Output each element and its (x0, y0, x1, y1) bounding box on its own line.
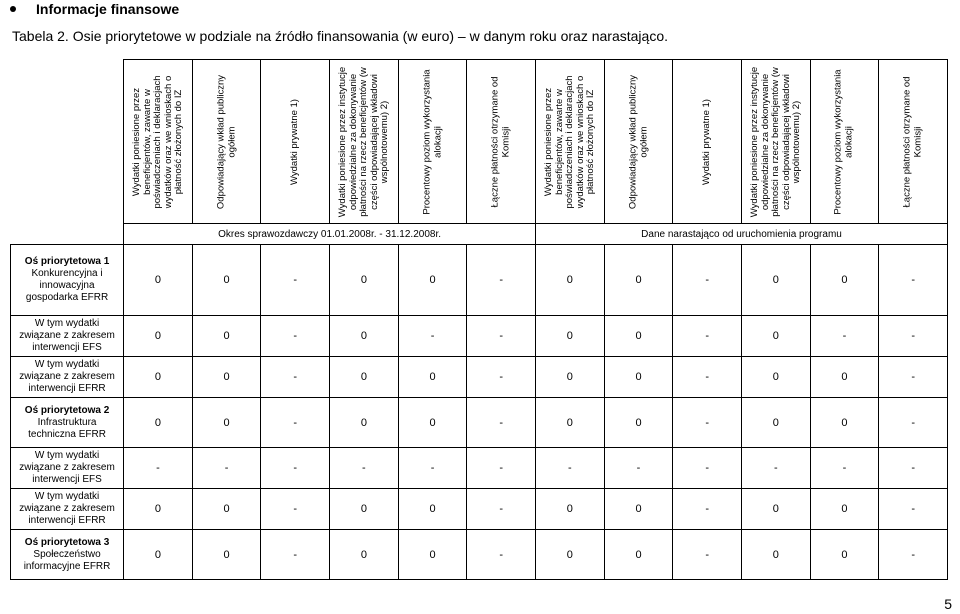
value-cell: - (261, 316, 330, 357)
value-cell: 0 (604, 530, 673, 580)
value-cell: - (467, 398, 536, 448)
table-row (11, 530, 948, 580)
value-cell: 0 (741, 245, 810, 316)
value-cell: - (673, 357, 742, 398)
value-cell: 0 (330, 530, 399, 580)
value-cell: - (879, 398, 948, 448)
value-cell: 0 (124, 530, 193, 580)
value-cell: 0 (604, 316, 673, 357)
value-cell: - (673, 245, 742, 316)
column-header: Wydatki poniesione przez instytucje odpowiedzialne za dokonywanie płatności na rzecz beneficjentów (w części odpowiadającej wkładowi wspólnotowemu) 2) (330, 60, 399, 224)
value-cell: 0 (810, 245, 879, 316)
value-cell: 0 (192, 489, 261, 530)
value-cell: 0 (124, 245, 193, 316)
value-cell: - (467, 316, 536, 357)
table-row (11, 357, 948, 398)
value-cell: - (673, 398, 742, 448)
value-cell: - (879, 357, 948, 398)
value-cell: 0 (810, 489, 879, 530)
section-heading (8, 0, 179, 18)
value-cell: - (261, 448, 330, 489)
row-label (11, 530, 124, 580)
value-cell: - (398, 448, 467, 489)
value-cell: 0 (398, 398, 467, 448)
section-heading-text: Informacje finansowe (36, 1, 180, 17)
value-cell: 0 (330, 398, 399, 448)
bullet-icon (10, 6, 16, 12)
value-cell: 0 (398, 357, 467, 398)
value-cell: - (604, 448, 673, 489)
period-left-label: Okres sprawozdawczy 01.01.2008r. - 31.12.2008r. (124, 224, 536, 245)
value-cell: 0 (741, 489, 810, 530)
value-cell: - (261, 357, 330, 398)
column-header: Procentowy poziom wykorzystania alokacji (398, 60, 467, 224)
period-right-label: Dane narastająco od uruchomienia programu (536, 224, 948, 245)
column-header: Odpowiadający wkład publiczny ogółem (604, 60, 673, 224)
table-row (11, 398, 948, 448)
row-label (11, 245, 124, 316)
value-cell: - (673, 448, 742, 489)
value-cell: - (261, 398, 330, 448)
value-cell: - (124, 448, 193, 489)
value-cell: - (467, 357, 536, 398)
header-row (11, 60, 948, 224)
value-cell: 0 (398, 530, 467, 580)
row-label (11, 398, 124, 448)
row-label (11, 448, 124, 489)
value-cell: - (879, 245, 948, 316)
value-cell: - (879, 316, 948, 357)
row-label-axis: Oś priorytetowa 2 (24, 404, 110, 416)
value-cell: 0 (192, 357, 261, 398)
table-caption: Tabela 2. Osie priorytetowe w podziale na źródło finansowania (w euro) – w danym roku oraz narastająco. (12, 28, 669, 44)
value-cell: - (261, 530, 330, 580)
value-cell: 0 (604, 489, 673, 530)
value-cell: 0 (536, 245, 605, 316)
value-cell: - (467, 448, 536, 489)
row-label-text: Społeczeństwo informacyjne EFRR (23, 548, 111, 572)
table-row (11, 316, 948, 357)
value-cell: - (261, 489, 330, 530)
table-row (11, 245, 948, 316)
value-cell: 0 (330, 489, 399, 530)
value-cell: - (398, 316, 467, 357)
value-cell: 0 (536, 398, 605, 448)
value-cell: - (467, 245, 536, 316)
row-label-text: W tym wydatki związane z zakresem interwencji EFRR (19, 491, 115, 526)
value-cell: - (467, 489, 536, 530)
column-header: Wydatki poniesione przez beneficjentów, zawarte w poświadczeniach i deklaracjach wydatków oraz we wnioskach o płatność złożonych do IZ (124, 60, 193, 224)
column-header: Procentowy poziom wykorzystania alokacji (810, 60, 879, 224)
value-cell: - (330, 448, 399, 489)
column-header: Wydatki poniesione przez beneficjentów, zawarte w poświadczeniach i deklaracjach wydatków oraz we wnioskach o płatność złożonych do IZ (536, 60, 605, 224)
column-header: Łączne płatności otrzymane od Komisji (879, 60, 948, 224)
row-label-text: Infrastruktura techniczna EFRR (28, 416, 106, 440)
row-label (11, 357, 124, 398)
value-cell: 0 (604, 245, 673, 316)
value-cell: - (673, 530, 742, 580)
value-cell: 0 (604, 398, 673, 448)
value-cell: - (810, 448, 879, 489)
row-label-axis: Oś priorytetowa 3 (24, 536, 110, 548)
header-corner-cell (11, 60, 124, 245)
value-cell: 0 (536, 316, 605, 357)
value-cell: 0 (192, 530, 261, 580)
value-cell: - (879, 448, 948, 489)
value-cell: 0 (124, 357, 193, 398)
value-cell: 0 (741, 316, 810, 357)
value-cell: - (467, 530, 536, 580)
table-row (11, 448, 948, 489)
column-header: Wydatki poniesione przez instytucje odpowiedzialne za dokonywanie płatności na rzecz beneficjentów (w części odpowiadającej wkładowi wspólnotowemu) 2) (741, 60, 810, 224)
page-number: 5 (944, 596, 952, 612)
value-cell: - (192, 448, 261, 489)
value-cell: - (879, 489, 948, 530)
row-label-text: W tym wydatki związane z zakresem interwencji EFS (19, 318, 115, 353)
column-header: Wydatki prywatne 1) (673, 60, 742, 224)
value-cell: 0 (124, 398, 193, 448)
value-cell: 0 (536, 530, 605, 580)
value-cell: - (741, 448, 810, 489)
value-cell: - (810, 316, 879, 357)
period-row (11, 224, 948, 245)
value-cell: 0 (398, 245, 467, 316)
row-label-axis: Oś priorytetowa 1 (24, 256, 110, 267)
row-label (11, 489, 124, 530)
value-cell: 0 (124, 489, 193, 530)
column-header: Łączne płatności otrzymane od Komisji (467, 60, 536, 224)
value-cell: - (261, 245, 330, 316)
table-row (11, 489, 948, 530)
value-cell: 0 (192, 245, 261, 316)
value-cell: 0 (741, 357, 810, 398)
row-label (11, 316, 124, 357)
value-cell: - (673, 316, 742, 357)
value-cell: 0 (330, 245, 399, 316)
value-cell: 0 (398, 489, 467, 530)
value-cell: 0 (810, 530, 879, 580)
value-cell: 0 (124, 316, 193, 357)
value-cell: 0 (741, 530, 810, 580)
value-cell: 0 (192, 398, 261, 448)
value-cell: - (536, 448, 605, 489)
value-cell: 0 (604, 357, 673, 398)
row-label-text: W tym wydatki związane z zakresem interwencji EFRR (19, 359, 115, 394)
value-cell: 0 (330, 357, 399, 398)
financial-table (10, 59, 948, 580)
value-cell: 0 (192, 316, 261, 357)
value-cell: 0 (810, 398, 879, 448)
column-header: Wydatki prywatne 1) (261, 60, 330, 224)
row-label-text: W tym wydatki związane z zakresem interwencji EFS (19, 450, 115, 485)
value-cell: - (673, 489, 742, 530)
value-cell: - (879, 530, 948, 580)
column-header: Odpowiadający wkład publiczny ogółem (192, 60, 261, 224)
value-cell: 0 (810, 357, 879, 398)
value-cell: 0 (536, 357, 605, 398)
row-label-text: Konkurencyjna i innowacyjna gospodarka EFRR (25, 268, 109, 303)
value-cell: 0 (330, 316, 399, 357)
value-cell: 0 (536, 489, 605, 530)
value-cell: 0 (741, 398, 810, 448)
